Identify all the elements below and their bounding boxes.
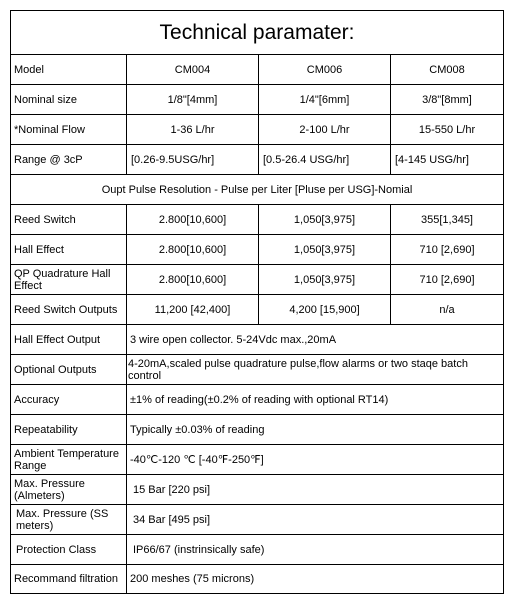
- row-label: Protection Class: [11, 535, 127, 564]
- table-row-nominal-size: [11, 85, 503, 115]
- table-row-max-pressure-ss: [11, 505, 503, 535]
- table-cell: 15-550 L/hr: [418, 123, 476, 136]
- row-label: Ambient Temperature Range: [11, 445, 127, 474]
- table-title: Technical paramater:: [11, 11, 503, 55]
- table-cell: 15 Bar [220 psi]: [133, 483, 211, 496]
- table-row-repeatability: [11, 415, 503, 445]
- row-label: Max. Pressure (Almeters): [11, 475, 127, 504]
- table-cell: 355[1,345]: [421, 213, 473, 226]
- table-row-max-pressure-al: [11, 475, 503, 505]
- table-cell: 1-36 L/hr: [127, 115, 259, 144]
- table-cell: 2-100 L/hr: [259, 115, 391, 144]
- table-row-recommand-filtration: [11, 565, 503, 593]
- row-label: Recommand filtration: [11, 565, 127, 593]
- cell-cm004: CM004: [127, 55, 259, 84]
- row-label: Optional Outputs: [11, 355, 127, 384]
- table-row-model: [11, 55, 503, 85]
- table-cell: n/a: [439, 303, 455, 316]
- table-cell: 3/8"[8mm]: [422, 93, 472, 106]
- section-header-row: [11, 175, 503, 205]
- table-cell: -40℃-120 ℃ [-40℉-250℉]: [130, 453, 264, 466]
- row-label: Max. Pressure (SS meters): [11, 505, 127, 534]
- table-cell: 3 wire open collector. 5-24Vdc max.,20mA: [130, 333, 337, 346]
- row-label: Repeatability: [11, 415, 127, 444]
- row-label: Hall Effect Output: [11, 325, 127, 354]
- table-cell: 710 [2,690]: [419, 243, 475, 256]
- table-cell: 1/4"[6mm]: [259, 85, 391, 114]
- table-row-reed-switch: [11, 205, 503, 235]
- row-label: Nominal size: [11, 85, 127, 114]
- table-row-reed-switch-outputs: [11, 295, 503, 325]
- table-cell: [4-145 USG/hr]: [395, 153, 469, 166]
- table-row-protection-class: [11, 535, 503, 565]
- table-cell: 1/8"[4mm]: [127, 85, 259, 114]
- table-cell: 2.800[10,600]: [127, 265, 259, 294]
- table-cell: 1,050[3,975]: [259, 205, 391, 234]
- row-label: Hall Effect: [11, 235, 127, 264]
- table-cell: 200 meshes (75 microns): [130, 573, 255, 585]
- technical-parameter-table: [10, 10, 504, 594]
- row-label: *Nominal Flow: [11, 115, 127, 144]
- table-cell: 710 [2,690]: [419, 273, 475, 286]
- cell-cm008: CM008: [429, 63, 465, 76]
- table-row-hall-effect-output: [11, 325, 503, 355]
- table-cell: IP66/67 (instrinsically safe): [133, 543, 265, 556]
- row-label: Reed Switch Outputs: [11, 295, 127, 324]
- row-label: Reed Switch: [11, 205, 127, 234]
- table-row-optional-outputs: [11, 355, 503, 385]
- table-cell: ±1% of reading(±0.2% of reading with optional RT14): [130, 393, 389, 406]
- table-row-ambient-temperature: [11, 445, 503, 475]
- table-cell: [0.26-9.5USG/hr]: [127, 145, 259, 174]
- table-cell: 1,050[3,975]: [259, 235, 391, 264]
- table-row-accuracy: [11, 385, 503, 415]
- table-cell: 4-20mA,scaled pulse quadrature pulse,flow alarms or two staqe batch control: [128, 357, 468, 382]
- table-cell: 4,200 [15,900]: [259, 295, 391, 324]
- table-cell: 34 Bar [495 psi]: [133, 513, 211, 526]
- row-label: QP Quadrature Hall Effect: [11, 265, 127, 294]
- table-row-qp-quadrature: [11, 265, 503, 295]
- table-row-hall-effect: [11, 235, 503, 265]
- table-cell: 2.800[10,600]: [127, 205, 259, 234]
- row-label: Accuracy: [11, 385, 127, 414]
- row-label: Range @ 3cP: [11, 145, 127, 174]
- table-cell: 2.800[10,600]: [127, 235, 259, 264]
- table-row-range: [11, 145, 503, 175]
- cell-cm006: CM006: [259, 55, 391, 84]
- row-label: Model: [11, 55, 127, 84]
- table-row-nominal-flow: [11, 115, 503, 145]
- table-cell: 11,200 [42,400]: [127, 295, 259, 324]
- section-header: Oupt Pulse Resolution - Pulse per Liter [Pluse per USG]-Nomial: [101, 183, 413, 196]
- table-cell: Typically ±0.03% of reading: [130, 423, 265, 436]
- table-cell: 1,050[3,975]: [259, 265, 391, 294]
- table-cell: [0.5-26.4 USG/hr]: [259, 145, 391, 174]
